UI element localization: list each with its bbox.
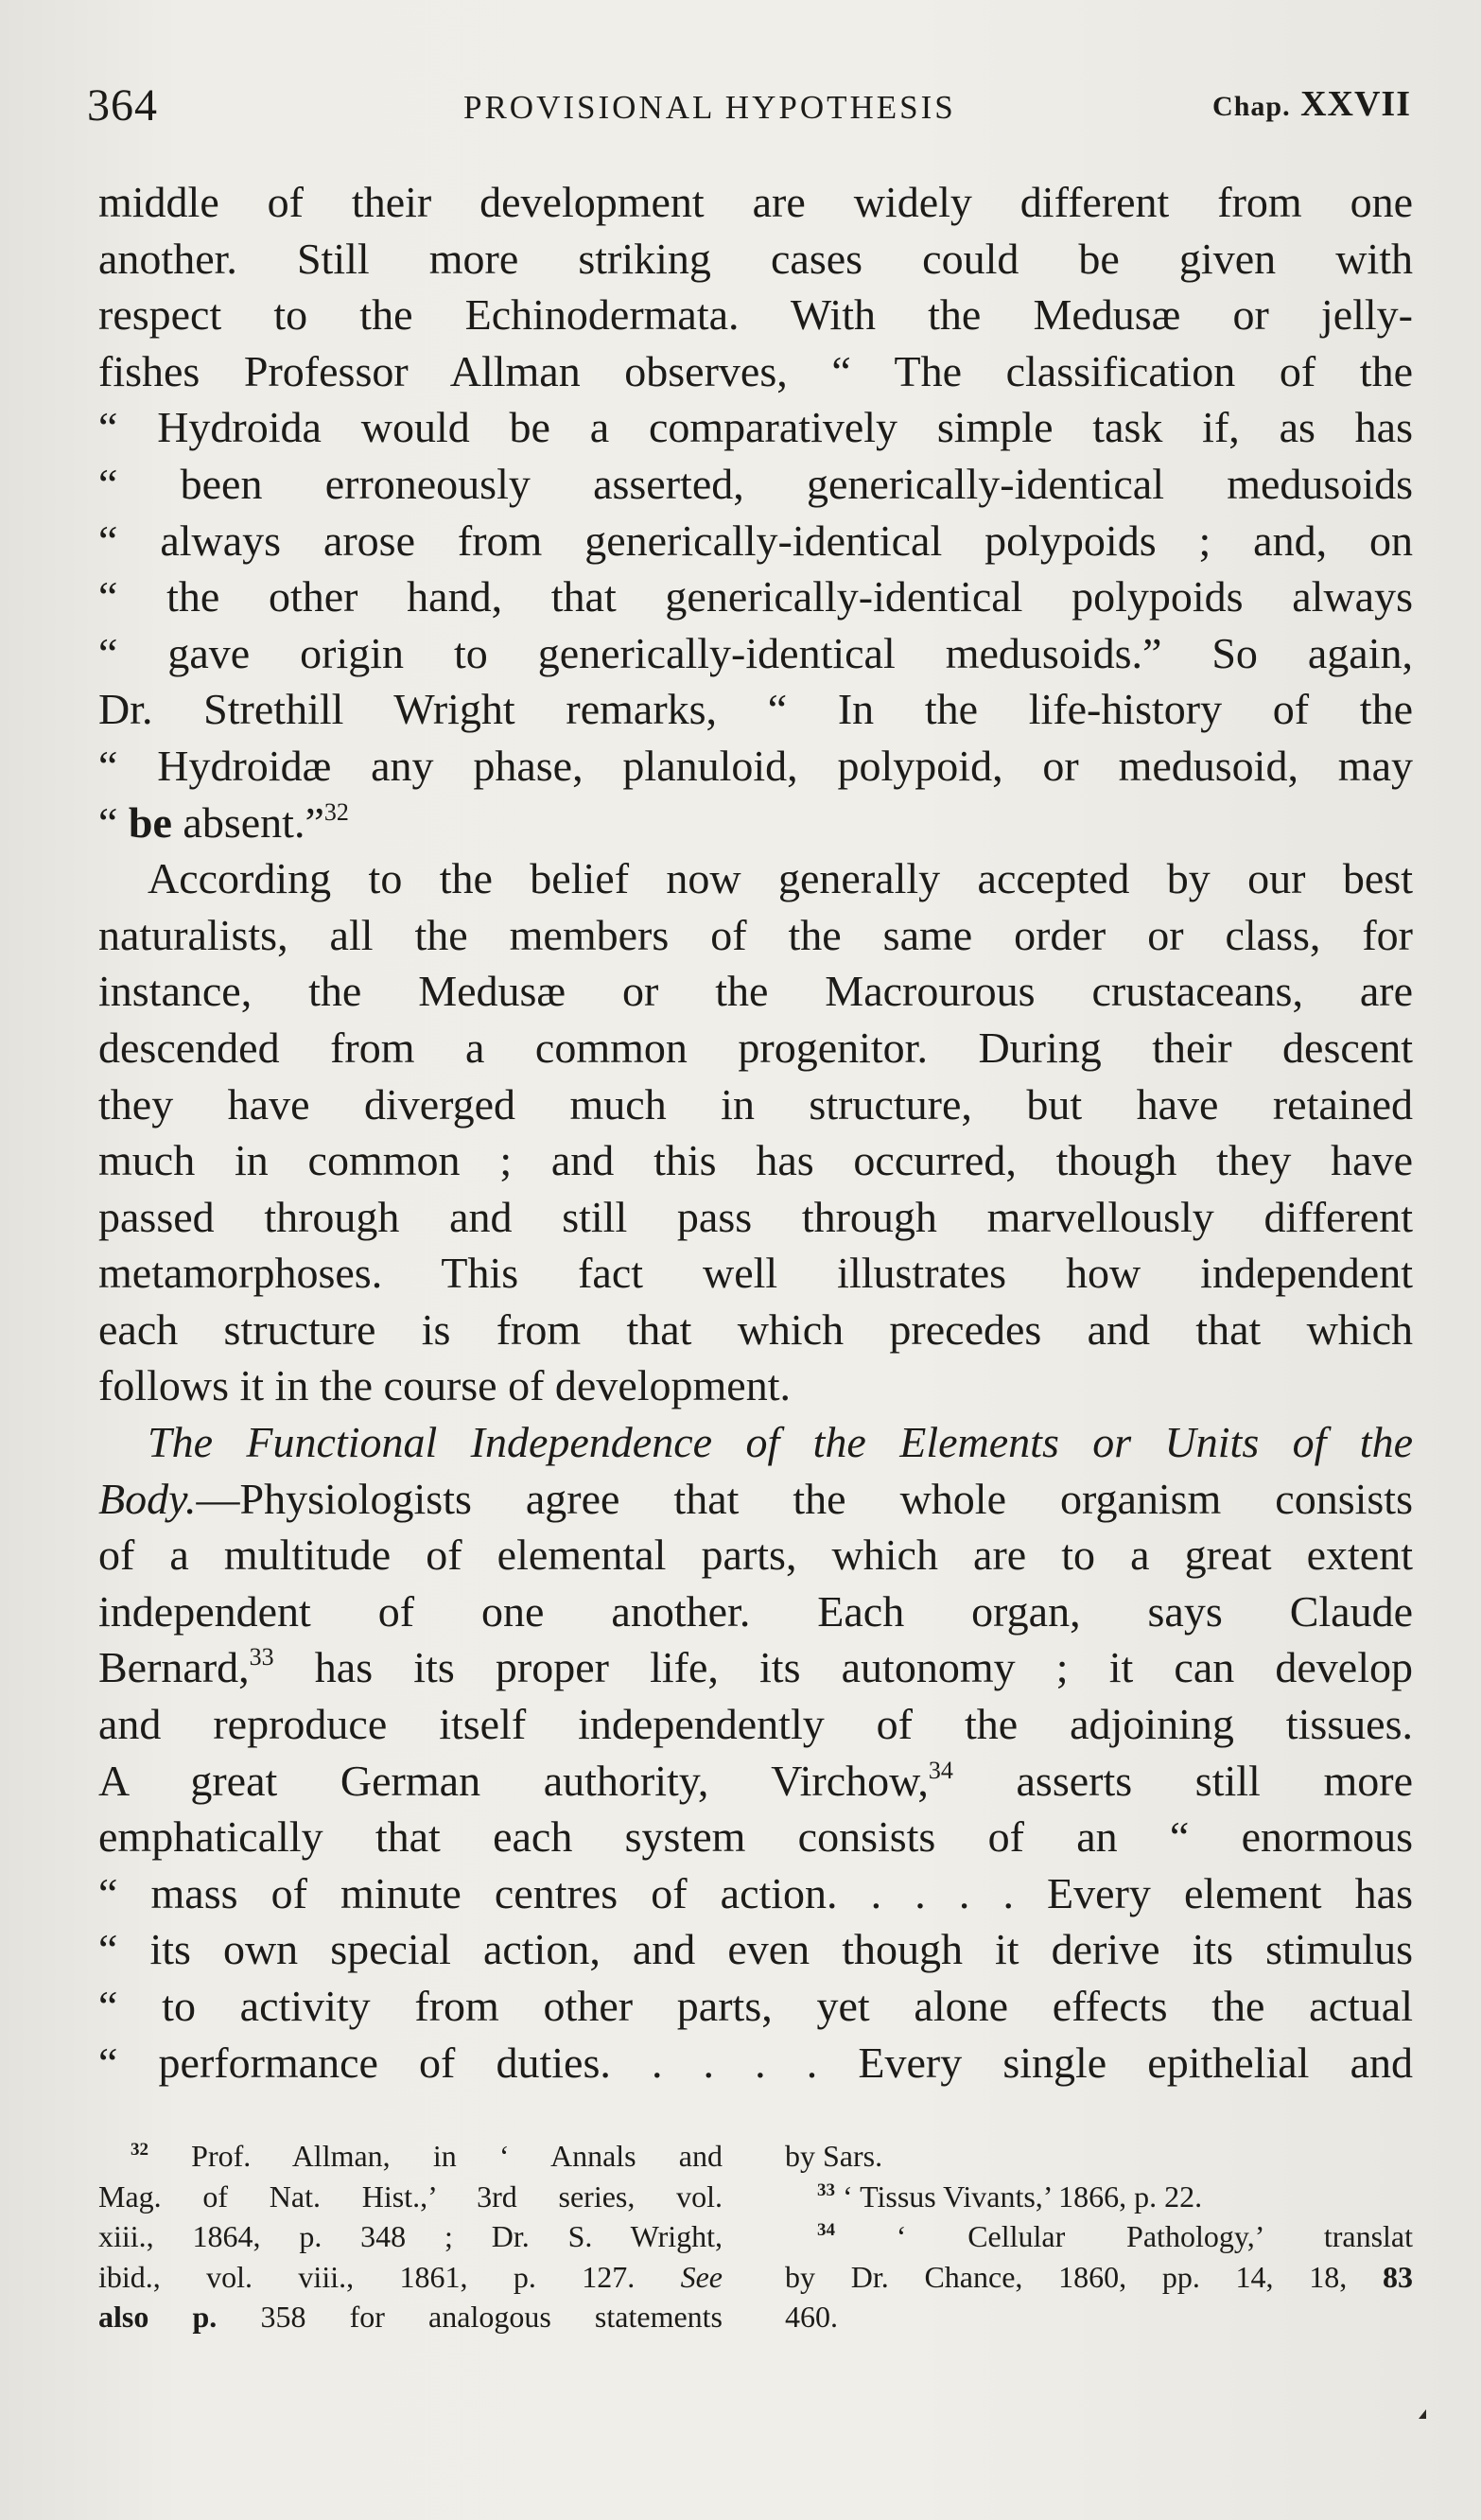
footnote-line: Mag. of Nat. Hist.,’ 3rd series, vol. <box>98 2179 723 2214</box>
chapter-label: Chap. <box>1212 91 1291 122</box>
text-line: another. Still more striking cases could be given with <box>98 234 1413 283</box>
chapter-number: XXVII <box>1300 84 1411 124</box>
text-line: each structure is from that which precedes and that which <box>98 1304 1413 1354</box>
footnote-marker-33: 33 <box>817 2179 835 2200</box>
text-segment: asserts still more <box>952 1756 1413 1805</box>
text-segment: ibid., vol. viii., 1861, p. 127. <box>98 2259 681 2294</box>
footnote-marker-34: 34 <box>817 2220 835 2240</box>
text-line: respect to the Echinodermata. With the Medusæ or jelly- <box>98 290 1413 340</box>
footnote-line <box>785 2216 1413 2257</box>
page-number: 364 <box>87 80 158 131</box>
text-segment: has its proper life, its autonomy ; it can develop <box>273 1643 1413 1692</box>
text-segment: be <box>128 797 172 847</box>
text-line: naturalists, all the members of the same order or class, for <box>98 910 1413 959</box>
text-line: “ gave origin to generically-identical medusoids.” So again, <box>98 628 1413 677</box>
chapter-heading <box>1212 83 1411 125</box>
footnote-line <box>785 2257 1413 2298</box>
text-segment: A great German authority, Virchow, <box>98 1756 929 1805</box>
text-line: independent of one another. Each organ, says Claude <box>98 1586 1413 1636</box>
footnote-ref-32: 32 <box>323 797 349 826</box>
text-line: they have diverged much in structure, but have retained <box>98 1079 1413 1129</box>
footnotes-right-column <box>785 2136 1413 2337</box>
text-segment: Prof. Allman, in ‘ Annals and <box>148 2139 723 2173</box>
text-segment: 358 for analogous statements <box>217 2300 723 2334</box>
text-line: Dr. Strethill Wright remarks, “ In the life-history of the <box>98 685 1413 734</box>
text-line: and reproduce itself independently of the adjoining tissues. <box>98 1700 1413 1749</box>
text-line: passed through and still pass through marvellously different <box>98 1192 1413 1241</box>
text-line: of a multitude of elemental parts, which are to a great extent <box>98 1531 1413 1580</box>
text-line: “ mass of minute centres of action. . . . . Every element has <box>98 1868 1413 1917</box>
text-line: much in common ; and this has occurred, though they have <box>98 1136 1413 1185</box>
text-segment: by Dr. Chance, 1860, pp. 14, 18, <box>785 2259 1383 2294</box>
text-segment: ‘ Tissus Vivants,’ 1866, p. 22. <box>835 2179 1203 2214</box>
section-heading-end: Body. <box>98 1474 197 1523</box>
text-line: follows it in the course of development. <box>98 1361 792 1410</box>
text-line: “ Hydroida would be a comparatively simple task if, as has <box>98 403 1413 452</box>
text-line: According to the belief now generally accepted by our best <box>148 854 1413 903</box>
text-segment: absent.” <box>171 797 324 847</box>
text-line: middle of their development are widely different from one <box>98 178 1413 226</box>
text-segment: also p. <box>98 2300 218 2334</box>
text-segment: ‘ Cellular Pathology,’ translat <box>835 2219 1413 2253</box>
footnote-marker-32: 32 <box>131 2140 148 2160</box>
text-line: “ its own special action, and even though it derive its stimulus <box>98 1925 1413 1974</box>
footnote-line <box>98 2136 723 2177</box>
text-segment: —Physiologists agree that the whole organism consists <box>196 1474 1413 1523</box>
text-line <box>98 795 1413 851</box>
text-line: instance, the Medusæ or the Macrourous crustaceans, are <box>98 967 1413 1016</box>
print-mark <box>1419 2409 1426 2419</box>
text-segment: See <box>680 2259 723 2294</box>
running-title: PROVISIONAL HYPOTHESIS <box>463 89 956 126</box>
text-line: “ to activity from other parts, yet alone effects the actual <box>98 1982 1413 2030</box>
footnote-line <box>98 2257 723 2298</box>
text-line: fishes Professor Allman observes, “ The classification of the <box>98 346 1413 395</box>
text-segment: 83 <box>1383 2259 1413 2294</box>
text-line <box>98 1639 1413 1696</box>
text-line: “ the other hand, that generically-identical polypoids always <box>98 572 1413 621</box>
footnote-ref-33: 33 <box>249 1643 274 1671</box>
text-segment: Bernard, <box>98 1643 250 1692</box>
footnotes-left-column <box>98 2136 723 2337</box>
text-line: “ Hydroidæ any phase, planuloid, polypoid, or medusoid, may <box>98 741 1413 790</box>
text-line: “ always arose from generically-identical polypoids ; and, on <box>98 516 1413 565</box>
body-text <box>98 174 1413 2091</box>
page-header <box>87 79 1411 136</box>
footnote-line: xiii., 1864, p. 348 ; Dr. S. Wright, <box>98 2219 723 2253</box>
text-line <box>98 1471 1413 1528</box>
text-line: “ been erroneously asserted, generically-identical medusoids <box>98 459 1413 508</box>
text-line: descended from a common progenitor. During their descent <box>98 1023 1413 1072</box>
footnote-line <box>785 2177 1413 2217</box>
text-line: “ performance of duties. . . . . Every single epithelial and <box>98 2038 1413 2087</box>
footnote-line: by Sars. <box>785 2139 883 2173</box>
text-line: metamorphoses. This fact well illustrates how independent <box>98 1249 1413 1298</box>
footnote-line: 460. <box>785 2300 838 2334</box>
footnote-ref-34: 34 <box>928 1756 953 1784</box>
text-line: emphatically that each system consists of an “ enormous <box>98 1812 1413 1862</box>
text-line <box>98 1753 1413 1810</box>
text-segment: “ <box>98 797 129 847</box>
footnote-line <box>98 2297 723 2337</box>
section-heading: The Functional Independence of the Elements or Units of the <box>148 1418 1413 1467</box>
